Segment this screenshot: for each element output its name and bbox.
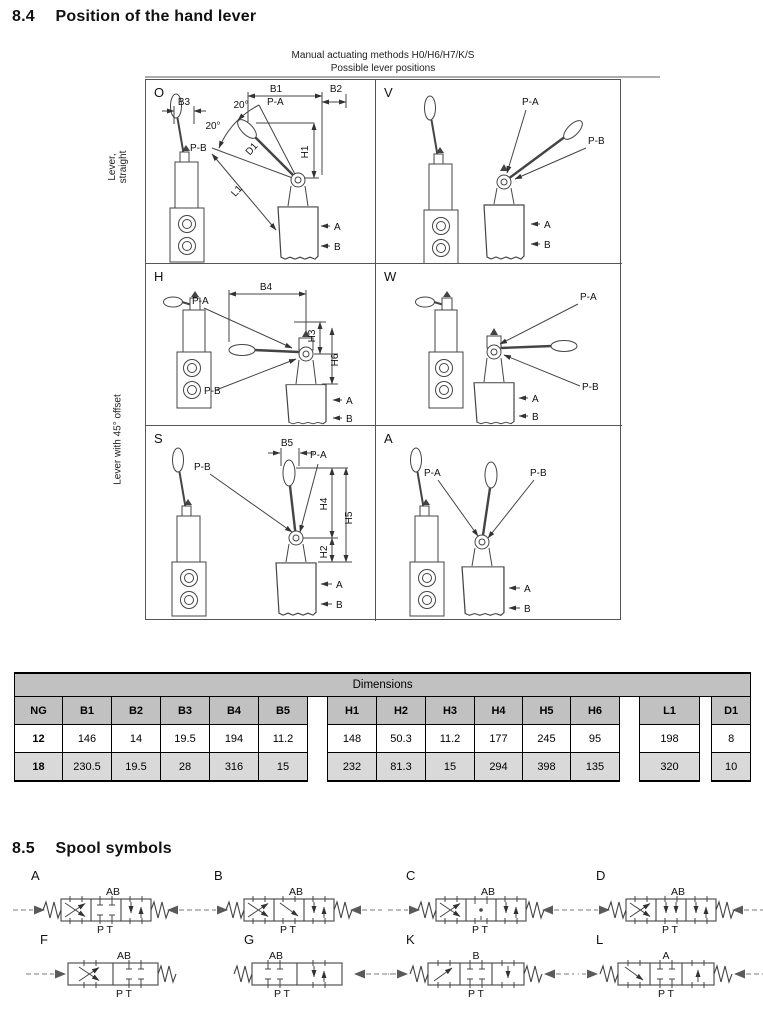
cell-b5: 11.2 <box>259 725 308 753</box>
table-gap <box>620 697 640 782</box>
row-group-label-straight-line2: straight <box>118 150 129 184</box>
port-arrows <box>519 398 528 416</box>
spool-letter: L <box>596 932 604 947</box>
cell-h4: 294 <box>475 753 523 782</box>
dim-label-b4: B4 <box>259 282 273 293</box>
cell-b2: 14 <box>112 725 161 753</box>
cell-h5: 398 <box>523 753 571 782</box>
spool-schematic-G <box>218 948 404 1000</box>
front-view-valve <box>462 462 504 615</box>
lever-shaft <box>501 346 552 348</box>
spring-left <box>43 902 61 918</box>
spool-letter: B <box>214 868 223 883</box>
port-label-b: B <box>346 414 353 425</box>
dim-label-b2: B2 <box>329 84 343 95</box>
port-label-b: B <box>544 240 551 251</box>
lever-knob <box>283 460 295 486</box>
diagram-caption-line2: Possible lever positions <box>330 63 436 74</box>
cell-h3: 11.2 <box>426 725 475 753</box>
spool-letter: A <box>31 868 40 883</box>
cell-h1: 232 <box>328 753 377 782</box>
cell-letter-S: S <box>154 431 163 446</box>
valve-body <box>428 963 524 985</box>
lever-diagram-S <box>146 426 374 620</box>
cell-b1: 146 <box>63 725 112 753</box>
cell-l1: 198 <box>640 725 700 753</box>
port-label-a: A <box>532 394 539 405</box>
spool-schematic-L <box>578 948 763 1000</box>
port-arrows <box>333 400 342 418</box>
leader-pb <box>488 480 534 538</box>
table-gap <box>308 697 328 782</box>
leader-pb <box>504 355 580 386</box>
detent-cap <box>500 164 508 171</box>
diagram-cell-S <box>146 426 376 621</box>
port-label-a: A <box>524 584 531 595</box>
lever-shaft <box>504 136 566 182</box>
spool-symbol-C <box>388 868 578 938</box>
port-label-b: B <box>524 604 531 615</box>
side-view-valve <box>424 96 458 263</box>
diagram-cell-W <box>376 264 622 426</box>
spool-top-label: A <box>662 950 670 962</box>
lever-diagram-W <box>376 264 621 425</box>
dim-label-b1: B1 <box>269 84 283 95</box>
spring-left <box>234 966 252 982</box>
valve-body <box>618 963 714 985</box>
col-header-h3: H3 <box>426 697 475 725</box>
spool-symbol-L <box>578 932 763 1002</box>
port-arrows <box>531 224 540 244</box>
port-label-b: B <box>532 412 539 423</box>
col-header-h6: H6 <box>571 697 620 725</box>
col-header-b5: B5 <box>259 697 308 725</box>
diagram-caption <box>145 49 621 75</box>
dim-label-b5: B5 <box>280 438 294 449</box>
spool-top-label: AB <box>288 886 304 898</box>
cell-l1: 320 <box>640 753 700 782</box>
lever-knob <box>229 345 255 356</box>
cell-letter-W: W <box>384 269 397 284</box>
cell-h1: 148 <box>328 725 377 753</box>
dim-label-h3: H3 <box>307 329 318 343</box>
cell-h6: 135 <box>571 753 620 782</box>
cell-b4: 316 <box>210 753 259 782</box>
diagram-caption-line1: Manual actuating methods H0/H6/H7/K/S <box>291 50 475 61</box>
cell-b5: 15 <box>259 753 308 782</box>
dim-b3 <box>162 106 206 124</box>
row-group-label-offset <box>113 384 124 496</box>
detent-cap <box>490 328 498 335</box>
col-header-h2: H2 <box>377 697 426 725</box>
front-view-valve <box>212 105 318 259</box>
spring-right <box>158 966 176 982</box>
dim-label-d1: D1 <box>243 140 261 158</box>
label-pb: P-B <box>204 386 221 397</box>
section-84-text: Position of the hand lever <box>55 8 257 25</box>
table-gap <box>700 697 712 782</box>
cell-h2: 81.3 <box>377 753 426 782</box>
side-view-valve <box>416 291 464 408</box>
col-header-b3: B3 <box>161 697 210 725</box>
top-gray-rule <box>145 76 660 78</box>
leader-pb <box>210 474 292 532</box>
lever-knob <box>485 462 497 488</box>
spool-top-label: AB <box>480 886 496 898</box>
front-view-valve <box>484 118 585 259</box>
port-label-a: A <box>544 220 551 231</box>
lever-shaft <box>254 350 299 352</box>
table-row-ng12 <box>15 725 751 753</box>
spool-bottom-label: P T <box>662 924 678 936</box>
label-pa: P-A <box>522 97 539 108</box>
dim-label-h2: H2 <box>319 545 330 559</box>
spool-letter: G <box>244 932 255 947</box>
leader-pa <box>204 308 292 348</box>
spool-letter: K <box>406 932 415 947</box>
leader-pa <box>507 110 526 173</box>
cell-b2: 19.5 <box>112 753 161 782</box>
col-header-h5: H5 <box>523 697 571 725</box>
table-title: Dimensions <box>15 673 751 697</box>
cell-b4: 194 <box>210 725 259 753</box>
section-85-text: Spool symbols <box>55 840 172 857</box>
spool-schematic-C <box>388 884 574 936</box>
spool-top-label: AB <box>105 886 121 898</box>
lever-shaft <box>482 488 490 542</box>
angle-label-left: 20° <box>205 121 221 132</box>
col-header-h4: H4 <box>475 697 523 725</box>
angle-label-top: 20° <box>233 100 249 111</box>
spool-top-label: AB <box>116 950 132 962</box>
spool-top-label: B <box>472 950 480 962</box>
section-84-number: 8.4 <box>12 8 35 25</box>
spool-symbol-G <box>218 932 408 1002</box>
col-header-b1: B1 <box>63 697 112 725</box>
cell-b3: 19.5 <box>161 725 210 753</box>
label-pb: P-B <box>190 143 207 154</box>
dim-l1 <box>212 154 276 230</box>
port-label-a: A <box>346 396 353 407</box>
leader-pb <box>515 148 586 179</box>
cell-h3: 15 <box>426 753 475 782</box>
spool-symbol-K <box>388 932 578 1002</box>
port-label-b: B <box>334 242 341 253</box>
leader-pa <box>438 480 478 536</box>
lever-shaft <box>253 135 298 180</box>
leader-pa <box>500 304 578 344</box>
label-pb: P-B <box>194 462 211 473</box>
spool-top-label: AB <box>670 886 686 898</box>
spool-bottom-label: P T <box>97 924 113 936</box>
label-pb: P-B <box>530 468 547 479</box>
side-view-valve <box>170 94 204 262</box>
cell-h6: 95 <box>571 725 620 753</box>
spool-bottom-label: P T <box>280 924 296 936</box>
label-pa: P-A <box>310 450 327 461</box>
diagram-cell-O <box>146 80 376 264</box>
cell-d1: 8 <box>712 725 751 753</box>
dim-b4 <box>229 290 306 342</box>
diagram-cell-V <box>376 80 622 264</box>
dim-label-b3: B3 <box>177 97 191 108</box>
port-arrows <box>509 588 520 608</box>
side-view-valve <box>172 448 206 616</box>
cell-letter-A: A <box>384 431 393 446</box>
lever-pivot <box>299 347 313 361</box>
label-pa: P-A <box>267 97 284 108</box>
dimensions-table <box>14 672 751 782</box>
cell-h2: 50.3 <box>377 725 426 753</box>
col-header-b2: B2 <box>112 697 161 725</box>
cell-d1: 10 <box>712 753 751 782</box>
spool-symbol-B <box>196 868 386 938</box>
lever-pivot <box>497 175 511 189</box>
spool-schematic-A <box>13 884 199 936</box>
dim-label-h4: H4 <box>319 497 330 511</box>
dim-label-l1: L1 <box>229 183 245 200</box>
row-group-label-straight <box>107 132 129 202</box>
diagram-cell-H <box>146 264 376 426</box>
dim-b1 <box>248 92 322 175</box>
diagram-cell-A <box>376 426 622 621</box>
cell-letter-H: H <box>154 269 164 284</box>
spool-letter: D <box>596 868 606 883</box>
row-group-label-offset-line: Lever with 45° offset <box>112 394 124 485</box>
table-row-ng18 <box>15 753 751 782</box>
col-header-d1: D1 <box>712 697 751 725</box>
dim-label-h5: H5 <box>344 511 355 525</box>
dim-label-h1: H1 <box>300 145 311 159</box>
row-group-label-straight-line1: Lever, <box>107 153 118 181</box>
cell-letter-O: O <box>154 85 165 100</box>
spool-top-label: AB <box>268 950 284 962</box>
cell-b3: 28 <box>161 753 210 782</box>
col-header-ng: NG <box>15 697 63 725</box>
lever-position-grid <box>145 79 621 620</box>
lever-diagram-O <box>146 80 374 263</box>
spool-symbol-D <box>578 868 763 938</box>
spool-bottom-label: P T <box>116 988 132 1000</box>
port-label-b: B <box>336 600 343 611</box>
front-view-valve <box>229 330 326 424</box>
leader-pa <box>300 464 318 532</box>
section-84-title <box>12 8 256 26</box>
lever-pivot <box>487 345 501 359</box>
spool-symbol-A <box>13 868 203 938</box>
lever-knob <box>551 341 577 352</box>
dim-label-h6: H6 <box>330 353 341 367</box>
section-85-title <box>12 840 172 858</box>
lever-shaft <box>290 486 296 538</box>
leader-pb <box>216 359 296 390</box>
cell-ng: 12 <box>15 725 63 753</box>
front-view-valve <box>474 328 577 424</box>
lever-diagram-V <box>376 80 621 263</box>
label-pa: P-A <box>192 296 209 307</box>
cell-h5: 245 <box>523 725 571 753</box>
spool-schematic-D <box>578 884 763 936</box>
spool-bottom-label: P T <box>658 988 674 1000</box>
lever-diagram-H <box>146 264 374 425</box>
spool-letter: C <box>406 868 416 883</box>
label-pa: P-A <box>424 468 441 479</box>
spool-schematic-B <box>196 884 382 936</box>
spool-schematic-K <box>388 948 574 1000</box>
cell-b1: 230.5 <box>63 753 112 782</box>
label-pa: P-A <box>580 292 597 303</box>
lever-pivot <box>475 535 489 549</box>
cell-letter-V: V <box>384 85 393 100</box>
port-arrows <box>321 226 330 246</box>
spool-symbol-F <box>22 932 212 1002</box>
label-pb: P-B <box>588 136 605 147</box>
port-label-a: A <box>336 580 343 591</box>
port-arrows <box>321 584 332 604</box>
port-label-a: A <box>334 222 341 233</box>
col-header-b4: B4 <box>210 697 259 725</box>
label-pb: P-B <box>582 382 599 393</box>
col-header-l1: L1 <box>640 697 700 725</box>
lever-pivot <box>291 173 305 187</box>
spool-bottom-label: P T <box>274 988 290 1000</box>
lever-knob <box>561 118 586 143</box>
section-85-number: 8.5 <box>12 840 35 857</box>
spring-right <box>151 902 169 918</box>
spool-letter: F <box>40 932 48 947</box>
pilot-arrow-right <box>167 906 199 915</box>
lever-diagram-A <box>376 426 621 620</box>
spool-bottom-label: P T <box>468 988 484 1000</box>
spool-bottom-label: P T <box>472 924 488 936</box>
cell-h4: 177 <box>475 725 523 753</box>
pilot-arrow-left <box>26 970 66 979</box>
lever-pivot <box>289 531 303 545</box>
pilot-arrow-left <box>13 906 45 915</box>
col-header-h1: H1 <box>328 697 377 725</box>
spool-schematic-F <box>22 948 208 1000</box>
cell-ng: 18 <box>15 753 63 782</box>
dim-b2 <box>322 94 346 108</box>
